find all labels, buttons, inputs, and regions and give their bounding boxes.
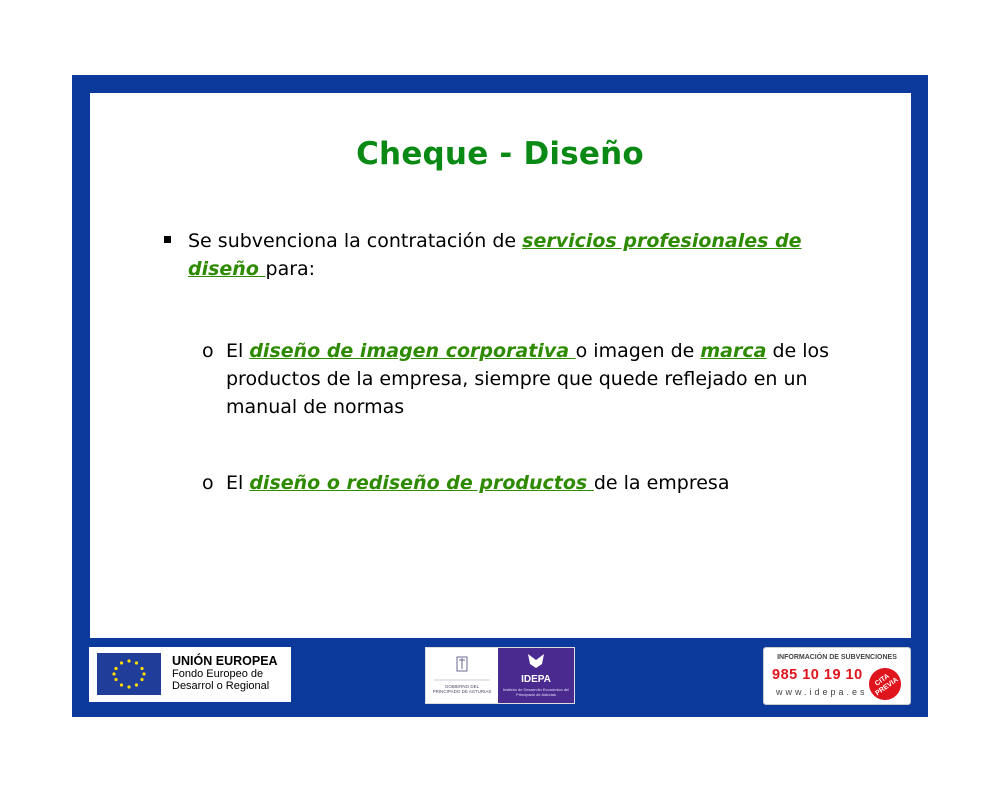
link-imagen-corporativa[interactable]: diseño de imagen corporativa bbox=[249, 340, 576, 362]
info-header: INFORMACIÓN DE SUBVENCIONES bbox=[777, 654, 897, 661]
info-web: www.idepa.es bbox=[776, 687, 868, 697]
circle-bullet-icon: o bbox=[202, 472, 214, 494]
sub-item-prefix: El bbox=[226, 472, 250, 494]
eu-text bbox=[172, 654, 278, 692]
bullet-text-after: para: bbox=[265, 258, 316, 280]
asturias-text: GOBIERNO DEL PRINCIPADO DE ASTURIAS bbox=[432, 684, 492, 694]
idepa-subtitle: Instituto de Desarrollo Económico del Principado de Asturias bbox=[502, 687, 570, 697]
sub-item-productos bbox=[202, 469, 842, 497]
link-servicios-profesionales[interactable]: servicios profesionales de diseño bbox=[188, 230, 802, 280]
slide-title: Cheque - Diseño bbox=[356, 136, 644, 172]
asturias-government-logo bbox=[426, 648, 498, 703]
circle-bullet-icon: o bbox=[202, 340, 214, 362]
sub-item-suffix: de los productos de la empresa, siempre que quede reflejado en un manual de normas bbox=[226, 340, 830, 418]
asturias-crest-icon bbox=[426, 648, 498, 684]
info-phone: 985 10 19 10 bbox=[772, 667, 863, 683]
subsidy-info-logo bbox=[763, 647, 911, 705]
eu-logo bbox=[89, 647, 291, 702]
sub-item-suffix: de la empresa bbox=[593, 472, 730, 494]
idepa-emblem-icon bbox=[498, 648, 574, 674]
link-marca[interactable]: marca bbox=[700, 340, 767, 362]
eu-line2: Desarrol o Regional bbox=[172, 680, 270, 692]
bullet-text-before: Se subvenciona la contratación de bbox=[188, 230, 523, 252]
link-rediseno-productos[interactable]: diseño o rediseño de productos bbox=[249, 472, 594, 494]
asturias-idepa-logo bbox=[425, 647, 575, 704]
sub-item-middle: o imagen de bbox=[575, 340, 701, 362]
eu-flag-icon bbox=[97, 653, 161, 695]
sub-item-prefix: El bbox=[226, 340, 250, 362]
cita-previa-text: CITA PREVIA bbox=[873, 672, 900, 698]
sub-item-imagen bbox=[202, 337, 842, 421]
idepa-name: IDEPA bbox=[521, 674, 551, 685]
eu-line1: Fondo Europeo de bbox=[172, 668, 264, 680]
cita-previa-badge bbox=[863, 662, 908, 707]
eu-title: UNIÓN EUROPEA bbox=[172, 654, 278, 668]
idepa-logo bbox=[498, 648, 574, 703]
square-bullet-icon bbox=[164, 236, 171, 243]
main-bullet bbox=[164, 227, 804, 283]
